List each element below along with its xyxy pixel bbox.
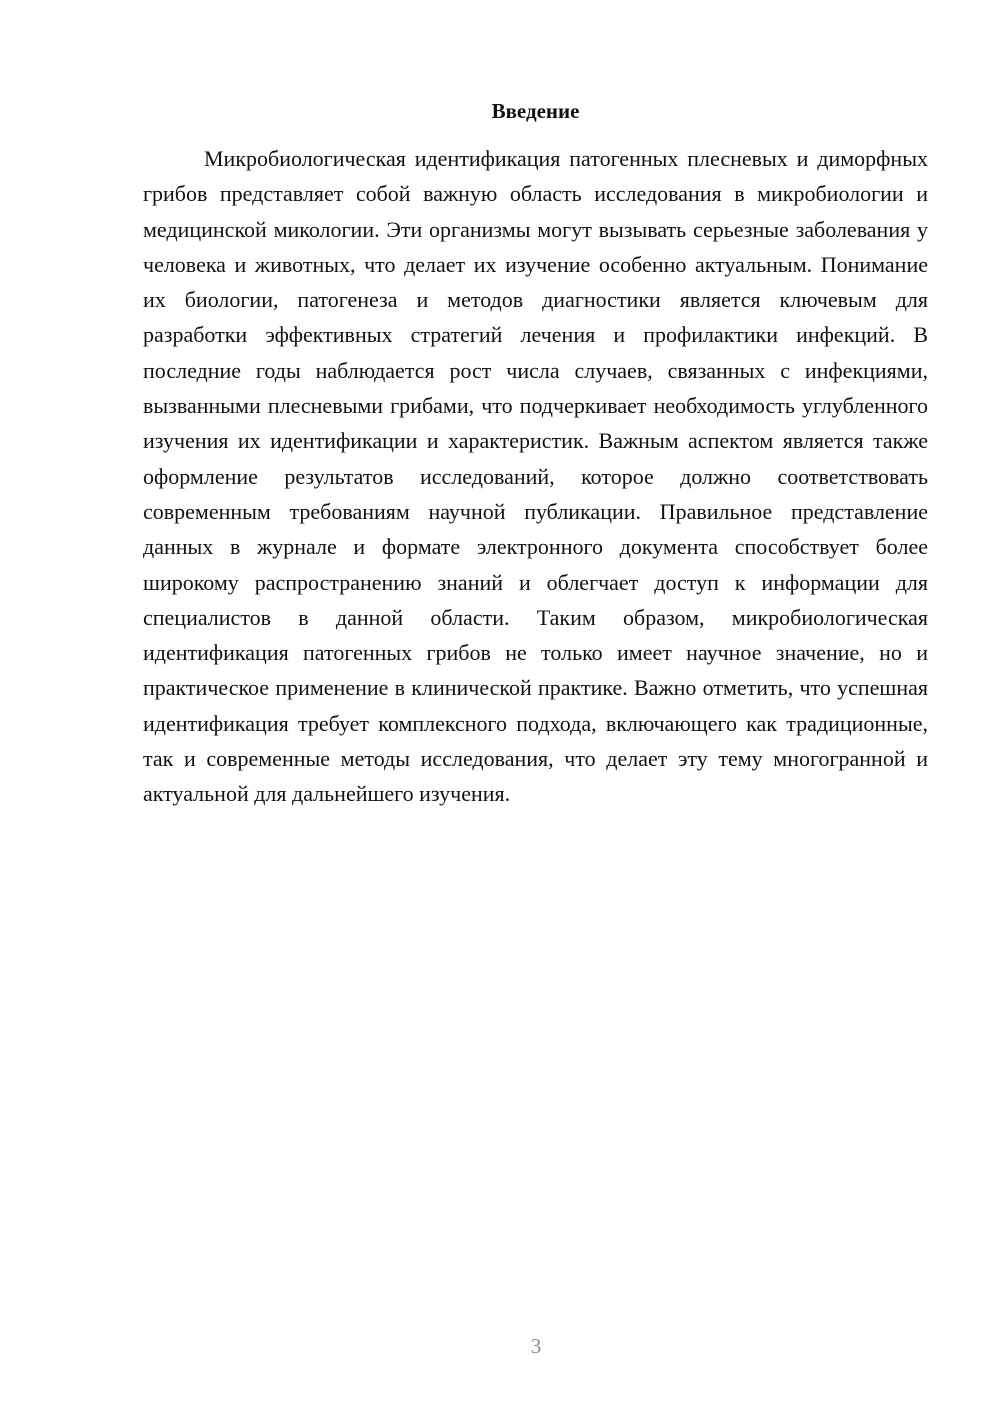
page-number: 3: [530, 1334, 542, 1358]
body-paragraph: Микробиологическая идентификация патогенных плесневых и диморфных грибов представляет собой важную область исследования в микробиологии и медицинской микологии. Эти организмы могут вызывать серьезные заболевания у человека и животных, что делает их изучение особенно актуальным. Понимание их биологии, патогенеза и методов диагностики является ключевым для разработки эффективных стратегий лечения и профилактики инфекций. В последние годы наблюдается рост числа случаев, связанных с инфекциями, вызванными плесневыми грибами, что подчеркивает необходимость углубленного изучения их идентификации и характеристик. Важным аспектом является также оформление результатов исследований, которое должно соответствовать современным требованиям научной публикации. Правильное представление данных в журнале и формате электронного документа способствует более широкому распространению знаний и облегчает доступ к информации для специалистов в данной области. Таким образом, микробиологическая идентификация патогенных грибов не только имеет научное значение, но и практическое применение в клинической практике. Важно отметить, что успешная идентификация требует комплексного подхода, включающего как традиционные, так и современные методы исследования, что делает эту тему многогранной и актуальной для дальнейшего изучения.: [143, 146, 928, 807]
section-heading: Введение: [491, 99, 580, 123]
